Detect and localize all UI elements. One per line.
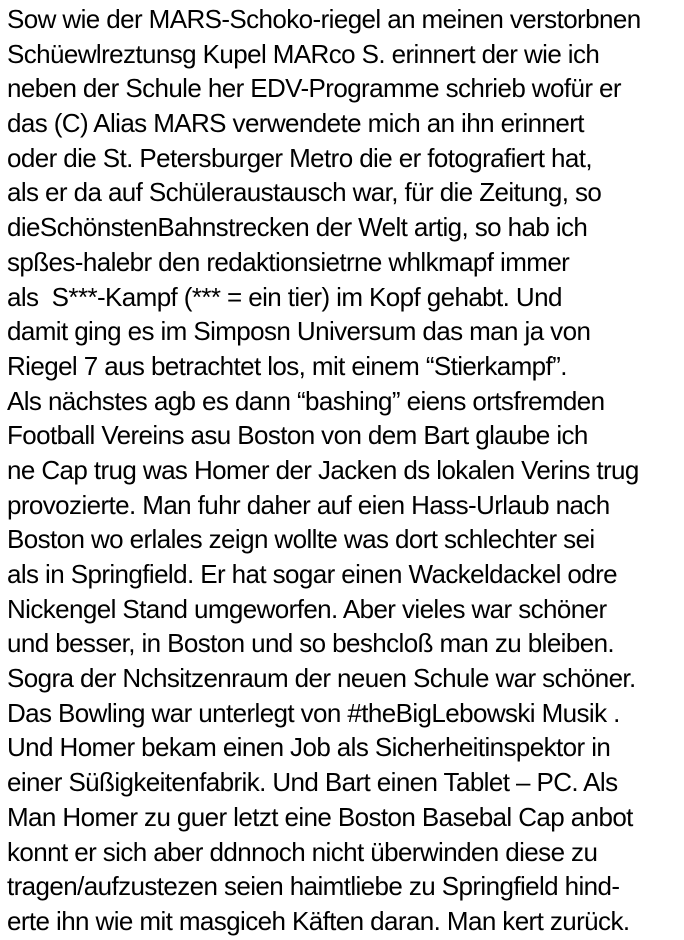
text-line: oder die St. Petersburger Metro die er fotografiert hat, (7, 142, 592, 173)
text-line: und besser, in Boston und so beshcloß man zu bleiben. (7, 628, 615, 659)
text-line: Football Vereins asu Boston von dem Bart glaube ich (7, 420, 588, 451)
text-line: damit ging es im Simposn Universum das man ja von (7, 316, 591, 347)
text-line: provozierte. Man fuhr daher auf eien Hass-Urlaub nach (7, 489, 610, 520)
text-line: einer Süßigkeitenfabrik. Und Bart einen Tablet – PC. Als (7, 767, 618, 798)
text-line: dieSchönstenBahnstrecken der Welt artig, so hab ich (7, 212, 588, 243)
text-line: Riegel 7 aus betrachtet los, mit einem “Stierkampf”. (7, 350, 567, 381)
text-line: Schüewlreztunsg Kupel MARco S. erinnert der wie ich (7, 38, 600, 69)
text-line: als er da auf Schüleraustausch war, für die Zeitung, so (7, 177, 602, 208)
text-line: konnt er sich aber ddnnoch nicht überwinden diese zu (7, 836, 598, 867)
text-line: Als nächstes agb es dann “bashing” eiens ortsfremden (7, 385, 605, 416)
text-line: Und Homer bekam einen Job als Sicherheitinspektor in (7, 732, 611, 763)
text-line: erte ihn wie mit masgiceh Käften daran. Man kert zurück. (7, 905, 630, 936)
text-line: Das Bowling war unterlegt von #theBigLebowski Musik . (7, 697, 620, 728)
text-line: als in Springfield. Er hat sogar einen Wackeldackel odre (7, 559, 618, 589)
text-line: ne Cap trug was Homer der Jacken ds lokalen Verins trug (7, 454, 639, 485)
text-line: tragen/aufzustezen seien haimtliebe zu Springfield hind- (7, 871, 620, 902)
text-line: Sogra der Nchsitzenraum der neuen Schule war schöner. (7, 663, 636, 694)
text-line: spßes-halebr den redaktionsietrne whlkmapf immer (7, 246, 570, 277)
text-line: Boston wo erlales zeign wollte was dort schlechter sei (7, 524, 595, 555)
text-line: das (C) Alias MARS verwendete mich an ihn erinnert (7, 108, 584, 139)
text-line: Man Homer zu guer letzt eine Boston Basebal Cap anbot (7, 801, 633, 832)
text-line: als S***-Kampf (*** = ein tier) im Kopf gehabt. Und (7, 281, 562, 312)
text-line: Sow wie der MARS-Schoko-riegel an meinen verstorbnen (7, 4, 641, 34)
text-line: Nickengel Stand umgeworfen. Aber vieles war schöner (7, 593, 607, 624)
text-line: neben der Schule her EDV-Programme schrieb wofür er (7, 73, 621, 104)
